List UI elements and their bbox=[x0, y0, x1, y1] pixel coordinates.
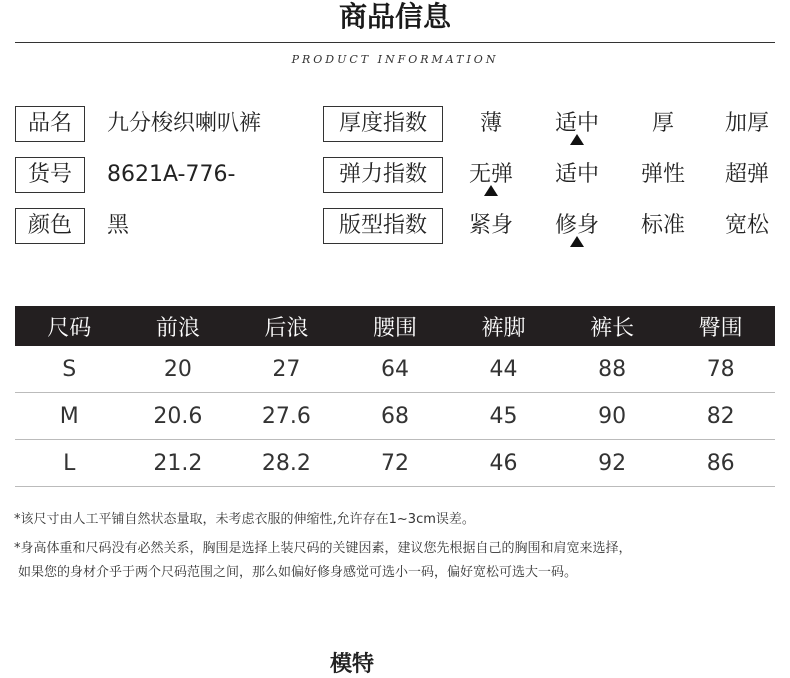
info-row-color bbox=[0, 208, 790, 248]
index-option: 厚 bbox=[651, 111, 674, 136]
table-cell: 88 bbox=[558, 346, 667, 393]
table-cell: 90 bbox=[558, 393, 667, 440]
table-cell: 82 bbox=[666, 393, 775, 440]
index-option: 超弹 bbox=[724, 162, 769, 187]
header-cell: 裤脚 bbox=[449, 306, 558, 346]
header-cell: 尺码 bbox=[15, 306, 124, 346]
measurement-note: *该尺寸由人工平铺自然状态量取，未考虑衣服的伸缩性,允许存在1~3cm误差。 bbox=[14, 512, 475, 527]
header-cell: 裤长 bbox=[558, 306, 667, 346]
size-table bbox=[15, 306, 775, 487]
size-advice-note: *身高体重和尺码没有必然关系，胸围是选择上装尺码的关键因素，建议您先根据自己的胸围和肩宽来选择， bbox=[14, 541, 632, 556]
index-option: 标准 bbox=[640, 213, 685, 238]
index-option-selected: 无弹 bbox=[456, 157, 526, 193]
table-cell: 21.2 bbox=[124, 440, 233, 487]
index-box: 厚度指数 bbox=[323, 106, 443, 142]
selected-indicator-icon bbox=[570, 236, 584, 247]
index-box: 弹力指数 bbox=[323, 157, 443, 193]
table-cell: 28.2 bbox=[232, 440, 341, 487]
table-cell: 86 bbox=[666, 440, 775, 487]
table-cell: 44 bbox=[449, 346, 558, 393]
table-cell: S bbox=[15, 346, 124, 393]
index-option-selected: 适中 bbox=[542, 106, 612, 142]
index-option-selected: 修身 bbox=[542, 208, 612, 244]
header-cell: 前浪 bbox=[124, 306, 233, 346]
section-subtitle: PRODUCT INFORMATION bbox=[291, 53, 499, 66]
label-value: 九分梭织喇叭裤 bbox=[107, 111, 262, 136]
index-option: 适中 bbox=[554, 162, 599, 187]
table-cell: 78 bbox=[666, 346, 775, 393]
next-section-title-cut: 模特 bbox=[330, 652, 375, 677]
header-cell: 臀围 bbox=[666, 306, 775, 346]
table-cell: 20 bbox=[124, 346, 233, 393]
index-option: 宽松 bbox=[724, 213, 769, 238]
size-advice-note-continued: 如果您的身材介乎于两个尺码范围之间，那么如偏好修身感觉可选小一码，偏好宽松可选大一码。 bbox=[18, 565, 578, 580]
info-row-name bbox=[0, 106, 790, 146]
table-cell: 68 bbox=[341, 393, 450, 440]
table-row bbox=[15, 346, 775, 393]
table-row bbox=[15, 393, 775, 440]
info-row-item-no bbox=[0, 157, 790, 197]
header-cell: 腰围 bbox=[341, 306, 450, 346]
label-value: 黑 bbox=[107, 213, 130, 238]
selected-indicator-icon bbox=[484, 185, 498, 196]
table-cell: 27.6 bbox=[232, 393, 341, 440]
table-cell: 72 bbox=[341, 440, 450, 487]
index-option: 加厚 bbox=[724, 111, 769, 136]
table-cell: M bbox=[15, 393, 124, 440]
label-box: 品名 bbox=[15, 106, 85, 142]
table-cell: 45 bbox=[449, 393, 558, 440]
size-table-header bbox=[15, 306, 775, 346]
label-box: 颜色 bbox=[15, 208, 85, 244]
title-divider bbox=[15, 42, 775, 43]
section-title: 商品信息 bbox=[338, 0, 451, 33]
selected-indicator-icon bbox=[570, 134, 584, 145]
table-cell: L bbox=[15, 440, 124, 487]
index-option: 薄 bbox=[479, 111, 502, 136]
table-cell: 92 bbox=[558, 440, 667, 487]
table-cell: 27 bbox=[232, 346, 341, 393]
label-value: 8621A-776- bbox=[107, 162, 236, 187]
index-option: 弹性 bbox=[640, 162, 685, 187]
header-cell: 后浪 bbox=[232, 306, 341, 346]
index-option: 紧身 bbox=[468, 213, 513, 238]
table-row bbox=[15, 440, 775, 487]
table-cell: 20.6 bbox=[124, 393, 233, 440]
index-box: 版型指数 bbox=[323, 208, 443, 244]
table-cell: 46 bbox=[449, 440, 558, 487]
table-cell: 64 bbox=[341, 346, 450, 393]
label-box: 货号 bbox=[15, 157, 85, 193]
